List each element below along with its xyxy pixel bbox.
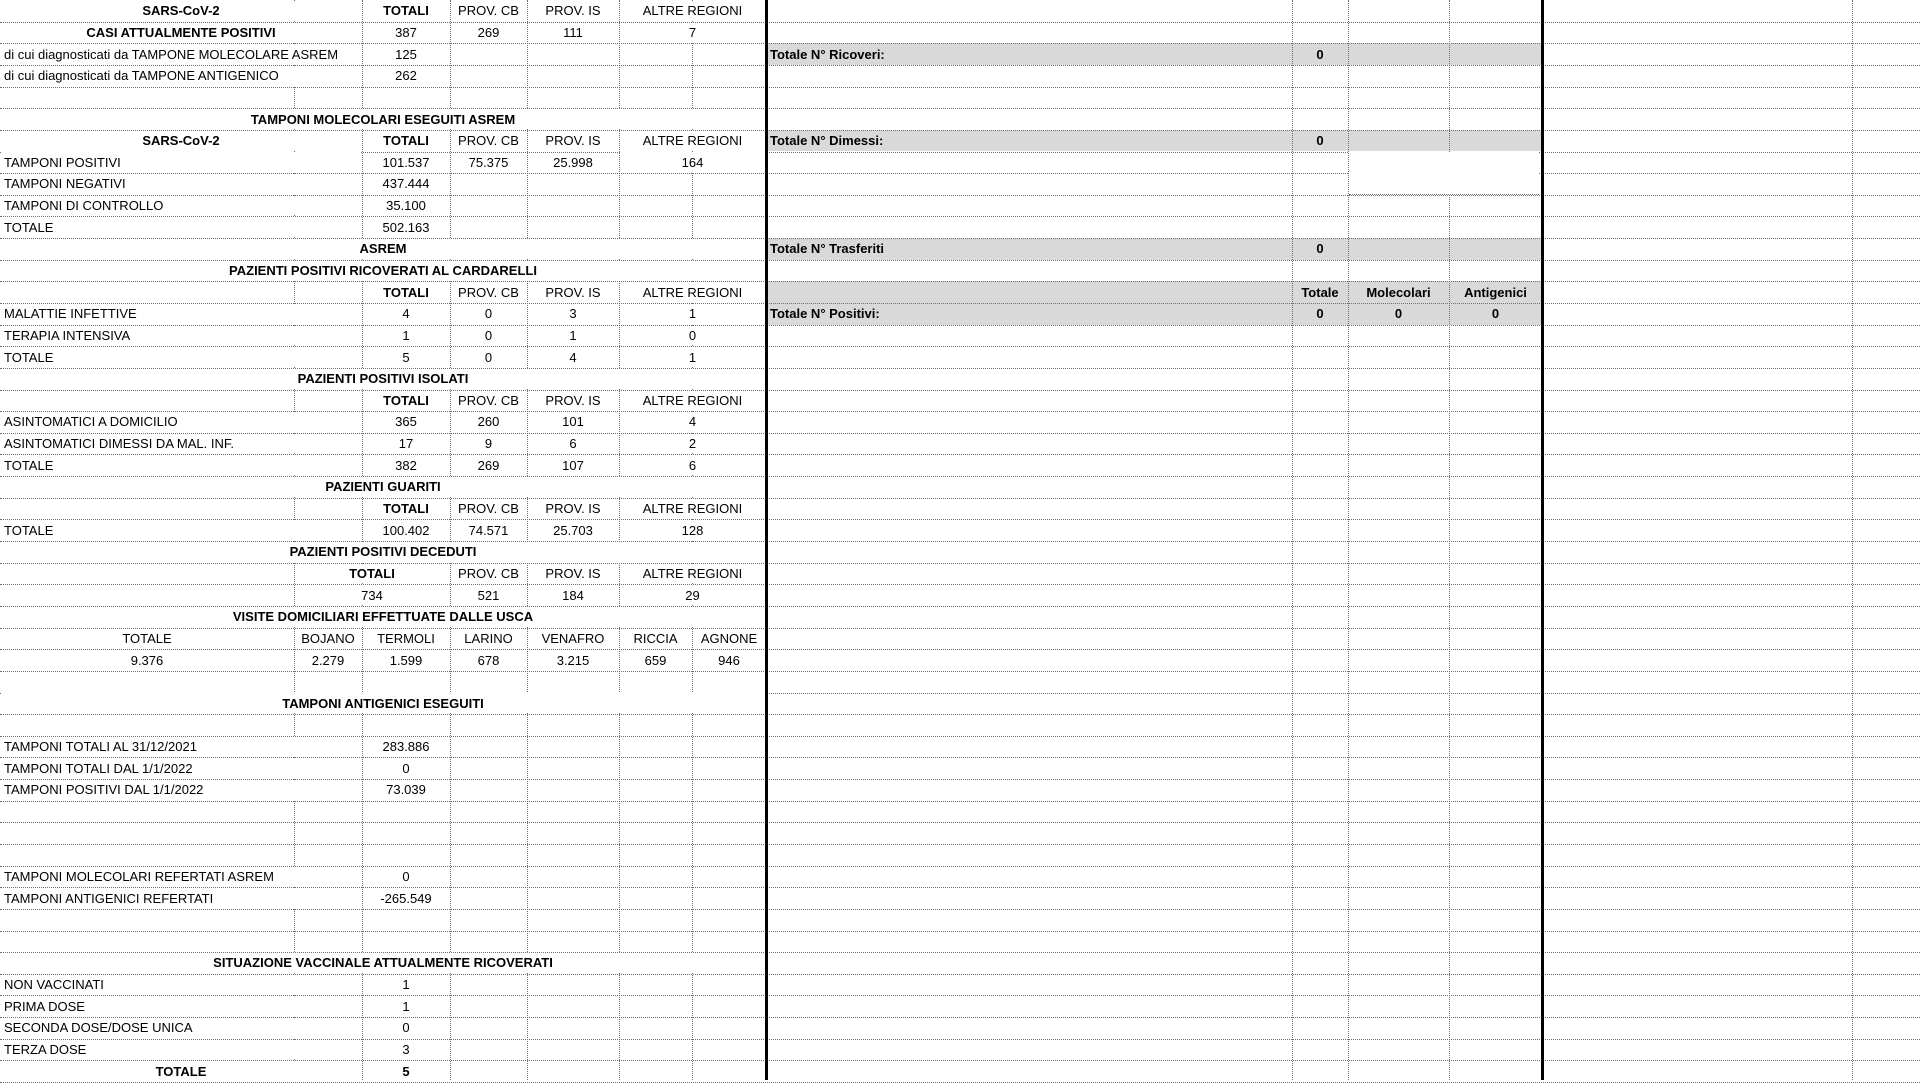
cell-bojano: BOJANO	[301, 630, 355, 646]
cell-altre-regioni: ALTRE REGIONI	[642, 133, 743, 149]
cell-tamponi-positivi-dal-1-1-2022: TAMPONI POSITIVI DAL 1/1/2022	[4, 782, 204, 798]
cell-totale-n-trasferiti: Totale N° Trasferiti	[770, 241, 885, 257]
cell-tamponi-positivi: TAMPONI POSITIVI	[4, 154, 121, 170]
cell-0: 0	[1394, 306, 1403, 322]
cell-1: 1	[569, 327, 577, 343]
cell-venafro: VENAFRO	[541, 630, 605, 646]
cell-casi-attualmente-positivi: CASI ATTUALMENTE POSITIVI	[86, 24, 276, 40]
cell-0: 0	[1316, 133, 1324, 149]
cell-prov-cb: PROV. CB	[458, 3, 519, 19]
cell-situazione-vaccinale-attualmente-ricoverati: SITUAZIONE VACCINALE ATTUALMENTE RICOVERATI	[213, 955, 553, 971]
cell-riccia: RICCIA	[633, 630, 678, 646]
cell-111: 111	[563, 24, 583, 40]
cell-260: 260	[477, 414, 500, 430]
cell-totali: TOTALI	[383, 392, 429, 408]
grid-line	[0, 281, 1920, 282]
cell-25-703: 25.703	[553, 522, 593, 538]
cell-prov-is: PROV. IS	[545, 501, 601, 517]
cell-totale: TOTALE	[4, 349, 54, 365]
cell-altre-regioni: ALTRE REGIONI	[642, 3, 743, 19]
merged-blank-area	[1349, 152, 1539, 194]
cell-tamponi-negativi: TAMPONI NEGATIVI	[4, 176, 126, 192]
cell-malattie-infettive: MALATTIE INFETTIVE	[4, 306, 137, 322]
cell-visite-domiciliari-effettuate-dalle-usca: VISITE DOMICILIARI EFFETTUATE DALLE USCA	[232, 609, 534, 625]
cell-1: 1	[688, 306, 697, 322]
cell-35-100: 35.100	[386, 198, 426, 214]
cell-946: 946	[718, 652, 740, 668]
cell-totali: TOTALI	[349, 565, 395, 581]
cell-4: 4	[402, 306, 410, 322]
cell-5: 5	[402, 349, 410, 365]
grid-line	[1541, 0, 1544, 1080]
cell-29: 29	[685, 587, 700, 603]
cell-3-215: 3.215	[556, 652, 590, 668]
cell-17: 17	[398, 436, 414, 452]
cell-3: 3	[569, 306, 577, 322]
cell-4: 4	[569, 349, 577, 365]
cell-9: 9	[484, 436, 493, 452]
cell-0: 0	[484, 327, 493, 343]
cell-1: 1	[402, 977, 410, 993]
grid-line	[0, 844, 1920, 845]
cell-prov-cb: PROV. CB	[458, 501, 519, 517]
cell-prov-is: PROV. IS	[545, 392, 601, 408]
cell-prov-is: PROV. IS	[545, 565, 601, 581]
grid-line	[0, 87, 1920, 88]
grid-line	[0, 909, 1920, 910]
cell-0: 0	[484, 306, 493, 322]
grid-line	[0, 931, 1920, 932]
cell-altre-regioni: ALTRE REGIONI	[642, 284, 743, 300]
cell-128: 128	[681, 522, 704, 538]
cell-altre-regioni: ALTRE REGIONI	[642, 501, 743, 517]
cell-101-537: 101.537	[382, 154, 430, 170]
cell-di-cui-diagnosticati-da-tampone-antigenico: di cui diagnosticati da TAMPONE ANTIGENICO	[4, 68, 279, 84]
cell-0: 0	[402, 868, 410, 884]
cell-6: 6	[569, 436, 577, 452]
grid-line	[1852, 0, 1853, 1080]
cell-non-vaccinati: NON VACCINATI	[4, 977, 104, 993]
cell-totali: TOTALI	[383, 133, 429, 149]
cell-sars-cov-2: SARS-CoV-2	[142, 3, 220, 19]
cell-totale: TOTALE	[4, 522, 54, 538]
grid-line	[0, 801, 1920, 802]
cell-678: 678	[477, 652, 500, 668]
cell-pazienti-positivi-deceduti: PAZIENTI POSITIVI DECEDUTI	[289, 544, 477, 560]
cell-659: 659	[644, 652, 667, 668]
cell-totale: TOTALE	[4, 219, 54, 235]
cell-prima-dose: PRIMA DOSE	[4, 998, 85, 1014]
cell-prov-cb: PROV. CB	[458, 284, 519, 300]
cell-tamponi-totali-dal-1-1-2022: TAMPONI TOTALI DAL 1/1/2022	[4, 760, 193, 776]
cell-totale-n-dimessi: Totale N° Dimessi:	[770, 133, 884, 149]
cell-totali: TOTALI	[383, 3, 429, 19]
cell-totale: TOTALE	[122, 630, 172, 646]
cell-prov-cb: PROV. CB	[458, 392, 519, 408]
cell-totale-n-ricoveri: Totale N° Ricoveri:	[770, 46, 885, 62]
grid-line	[0, 390, 1920, 391]
cell-502-163: 502.163	[382, 219, 430, 235]
cell-269: 269	[477, 24, 500, 40]
grid-line	[0, 498, 1920, 499]
cell-75-375: 75.375	[468, 154, 509, 170]
grid-line	[0, 822, 1920, 823]
cell-283-886: 283.886	[382, 739, 430, 755]
cell-agnone: AGNONE	[700, 630, 758, 646]
cell-0: 0	[1491, 306, 1500, 322]
cell-1: 1	[402, 327, 410, 343]
cell-prov-is: PROV. IS	[545, 3, 601, 19]
cell-5: 5	[402, 1063, 410, 1079]
grid-line	[0, 714, 1920, 715]
cell-tamponi-molecolari-refertati-asrem: TAMPONI MOLECOLARI REFERTATI ASREM	[4, 868, 274, 884]
cell-tamponi-antigenici-refertati: TAMPONI ANTIGENICI REFERTATI	[4, 890, 214, 906]
grid-line	[0, 584, 1920, 585]
cell-0: 0	[1316, 306, 1324, 322]
cell-tamponi-totali-al-31-12-2021: TAMPONI TOTALI AL 31/12/2021	[4, 739, 197, 755]
cell-totali: TOTALI	[383, 284, 429, 300]
cell-0: 0	[1316, 241, 1324, 257]
cell-altre-regioni: ALTRE REGIONI	[642, 392, 743, 408]
cell-totali: TOTALI	[383, 501, 429, 517]
cell-seconda-dose-dose-unica: SECONDA DOSE/DOSE UNICA	[4, 1020, 193, 1036]
cell-382: 382	[395, 457, 417, 473]
cell-107: 107	[562, 457, 584, 473]
cell-0: 0	[402, 760, 410, 776]
cell-totale-n-positivi: Totale N° Positivi:	[770, 306, 880, 322]
cell-7: 7	[688, 24, 697, 40]
cell-734: 734	[361, 587, 383, 603]
cell-2-279: 2.279	[311, 652, 345, 668]
cell-4: 4	[688, 414, 697, 430]
cell-prov-is: PROV. IS	[545, 133, 601, 149]
cell-prov-is: PROV. IS	[545, 284, 601, 300]
cell-pazienti-positivi-ricoverati-al-cardarelli: PAZIENTI POSITIVI RICOVERATI AL CARDARELLI	[229, 262, 537, 278]
cell-184: 184	[562, 587, 584, 603]
cell-larino: LARINO	[464, 630, 513, 646]
cell-0: 0	[1316, 46, 1324, 62]
cell-antigenici: Antigenici	[1464, 284, 1527, 300]
cell-terapia-intensiva: TERAPIA INTENSIVA	[4, 327, 131, 343]
cell-365: 365	[395, 414, 417, 430]
cell-25-998: 25.998	[553, 154, 593, 170]
cell-totale: Totale	[1301, 284, 1339, 300]
grid-line	[0, 563, 1920, 564]
cell-tamponi-antigenici-eseguiti: TAMPONI ANTIGENICI ESEGUITI	[282, 695, 484, 711]
cell-73-039: 73.039	[386, 782, 426, 798]
grid-line	[1292, 0, 1293, 1080]
cell-tamponi-di-controllo: TAMPONI DI CONTROLLO	[4, 198, 164, 214]
cell-1: 1	[688, 349, 697, 365]
cell-pazienti-positivi-isolati: PAZIENTI POSITIVI ISOLATI	[297, 371, 469, 387]
grid-line	[0, 671, 1920, 672]
cell-0: 0	[484, 349, 493, 365]
cell-asrem: ASREM	[359, 241, 407, 257]
cell-pazienti-guariti: PAZIENTI GUARITI	[325, 479, 441, 495]
cell-sars-cov-2: SARS-CoV-2	[142, 133, 220, 149]
cell-tamponi-molecolari-eseguiti-asrem: TAMPONI MOLECOLARI ESEGUITI ASREM	[250, 111, 516, 127]
cell-3: 3	[402, 1042, 410, 1058]
cell-molecolari: Molecolari	[1366, 284, 1431, 300]
cell-437-444: 437.444	[382, 176, 430, 192]
cell-totale: TOTALE	[4, 457, 54, 473]
cell-totale: TOTALE	[155, 1063, 207, 1079]
cell-6: 6	[688, 457, 697, 473]
cell-0: 0	[688, 327, 697, 343]
cell-74-571: 74.571	[468, 522, 509, 538]
cell-prov-cb: PROV. CB	[458, 133, 519, 149]
cell-164: 164	[681, 154, 704, 170]
cell-521: 521	[477, 587, 500, 603]
cell-asintomatici-dimessi-da-mal-inf: ASINTOMATICI DIMESSI DA MAL. INF.	[4, 436, 234, 452]
cell-1-599: 1.599	[389, 652, 423, 668]
cell-asintomatici-a-domicilio: ASINTOMATICI A DOMICILIO	[4, 414, 178, 430]
cell-altre-regioni: ALTRE REGIONI	[642, 565, 743, 581]
cell-9-376: 9.376	[130, 652, 164, 668]
cell-265-549: -265.549	[380, 890, 432, 906]
cell-269: 269	[477, 457, 500, 473]
cell-0: 0	[402, 1020, 410, 1036]
cell-2: 2	[688, 436, 697, 452]
cell-termoli: TERMOLI	[377, 630, 435, 646]
cell-1: 1	[402, 998, 410, 1014]
cell-262: 262	[395, 68, 417, 84]
cell-100-402: 100.402	[382, 522, 430, 538]
cell-di-cui-diagnosticati-da-tampone-molecolare-asrem: di cui diagnosticati da TAMPONE MOLECOLARE ASREM	[4, 46, 339, 62]
cell-101: 101	[562, 414, 584, 430]
cell-terza-dose: TERZA DOSE	[4, 1042, 87, 1058]
cell-125: 125	[395, 46, 417, 62]
cell-prov-cb: PROV. CB	[458, 565, 519, 581]
cell-387: 387	[395, 24, 417, 40]
